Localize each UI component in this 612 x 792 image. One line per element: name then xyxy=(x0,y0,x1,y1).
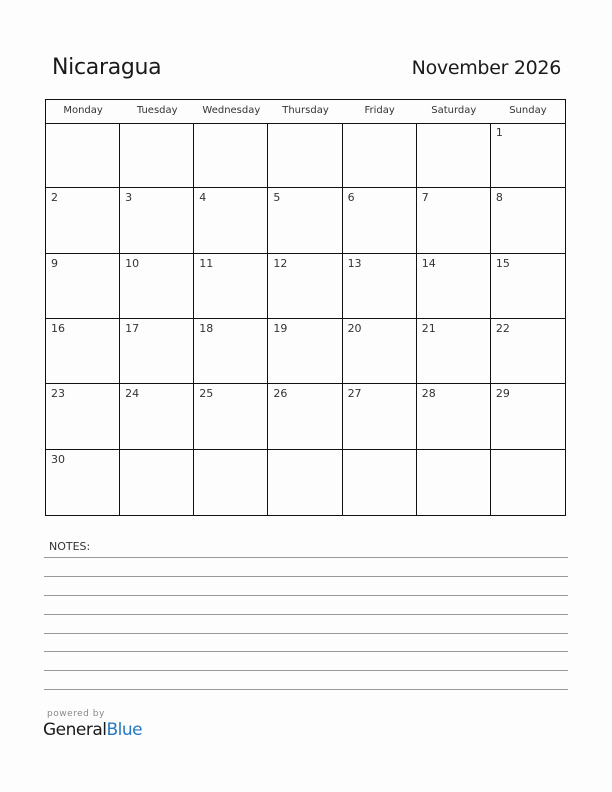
note-line xyxy=(44,557,568,558)
day-cell xyxy=(268,188,342,253)
weekday-sunday: Sunday xyxy=(509,105,547,116)
day-cell xyxy=(343,188,417,253)
day-cell xyxy=(491,123,565,188)
weekday-wednesday: Wednesday xyxy=(202,105,261,116)
day-cell xyxy=(417,450,491,515)
note-line xyxy=(44,670,568,671)
day-cell xyxy=(491,254,565,319)
note-line xyxy=(44,689,568,690)
weekday-monday: Monday xyxy=(63,105,103,116)
day-cell xyxy=(417,319,491,384)
day-number: 6 xyxy=(347,191,355,205)
day-cell xyxy=(343,123,417,188)
day-number: 7 xyxy=(421,191,429,205)
day-number: 5 xyxy=(273,191,281,205)
day-cell xyxy=(120,123,194,188)
day-number: 15 xyxy=(495,256,510,270)
day-number: 4 xyxy=(199,191,207,205)
day-cell xyxy=(491,319,565,384)
page-title-country: Nicaragua xyxy=(52,55,162,80)
day-cell xyxy=(417,384,491,449)
day-cell xyxy=(46,384,120,449)
day-number: 25 xyxy=(199,387,214,401)
day-number: 14 xyxy=(421,256,436,270)
day-cell xyxy=(194,450,268,515)
day-number: 11 xyxy=(199,256,214,270)
day-number: 1 xyxy=(495,126,503,139)
day-number: 29 xyxy=(495,387,510,401)
weekday-header xyxy=(46,100,565,124)
day-cell xyxy=(46,123,120,188)
day-number: 27 xyxy=(347,387,362,401)
day-number: 23 xyxy=(51,387,65,401)
note-line xyxy=(44,614,568,615)
day-cell xyxy=(491,384,565,449)
day-cell xyxy=(268,384,342,449)
day-number: 21 xyxy=(421,322,436,335)
day-cell xyxy=(194,188,268,253)
day-cell xyxy=(46,254,120,319)
day-cell xyxy=(46,188,120,253)
day-cell xyxy=(343,450,417,515)
day-number: 9 xyxy=(51,256,58,270)
generalblue-logo xyxy=(43,720,142,740)
day-number: 12 xyxy=(273,256,288,270)
day-cell xyxy=(417,188,491,253)
day-cell xyxy=(194,254,268,319)
page-title-month: November 2026 xyxy=(411,57,561,79)
brand-general: General xyxy=(43,720,107,740)
day-number: 8 xyxy=(495,191,503,205)
notes-label: NOTES: xyxy=(49,540,91,553)
day-cell xyxy=(120,450,194,515)
day-cell xyxy=(120,319,194,384)
calendar-body xyxy=(46,123,565,515)
day-cell xyxy=(417,254,491,319)
weekday-friday: Friday xyxy=(364,105,395,116)
day-number: 26 xyxy=(273,387,288,401)
day-number: 13 xyxy=(347,256,362,270)
note-line xyxy=(44,633,568,634)
day-cell xyxy=(194,123,268,188)
weekday-tuesday: Tuesday xyxy=(136,105,178,116)
day-cell xyxy=(343,319,417,384)
day-cell xyxy=(194,319,268,384)
day-number: 20 xyxy=(347,322,362,335)
day-number: 10 xyxy=(125,256,140,270)
day-cell xyxy=(120,384,194,449)
day-number: 16 xyxy=(51,322,65,335)
day-number: 28 xyxy=(421,387,436,401)
day-cell xyxy=(343,254,417,319)
day-number: 30 xyxy=(51,452,65,466)
day-cell xyxy=(343,384,417,449)
day-cell xyxy=(46,450,120,515)
day-number: 22 xyxy=(495,322,510,335)
calendar-grid xyxy=(45,99,566,516)
note-line xyxy=(44,651,568,652)
day-number: 2 xyxy=(51,191,58,205)
day-cell xyxy=(268,450,342,515)
day-number: 17 xyxy=(125,322,140,335)
day-number: 3 xyxy=(125,191,133,205)
weekday-saturday: Saturday xyxy=(431,105,477,116)
day-cell xyxy=(46,319,120,384)
note-line xyxy=(44,576,568,577)
day-cell xyxy=(120,188,194,253)
day-cell xyxy=(491,188,565,253)
day-cell xyxy=(491,450,565,515)
note-line xyxy=(44,595,568,596)
day-cell xyxy=(268,319,342,384)
weekday-thursday: Thursday xyxy=(282,105,329,116)
day-cell xyxy=(417,123,491,188)
day-number: 24 xyxy=(125,387,140,401)
brand-blue: Blue xyxy=(106,720,143,740)
day-number: 19 xyxy=(273,322,288,335)
day-cell xyxy=(268,254,342,319)
day-cell xyxy=(120,254,194,319)
day-cell xyxy=(268,123,342,188)
powered-by-text: powered by xyxy=(47,709,105,719)
day-cell xyxy=(194,384,268,449)
day-number: 18 xyxy=(199,322,214,335)
